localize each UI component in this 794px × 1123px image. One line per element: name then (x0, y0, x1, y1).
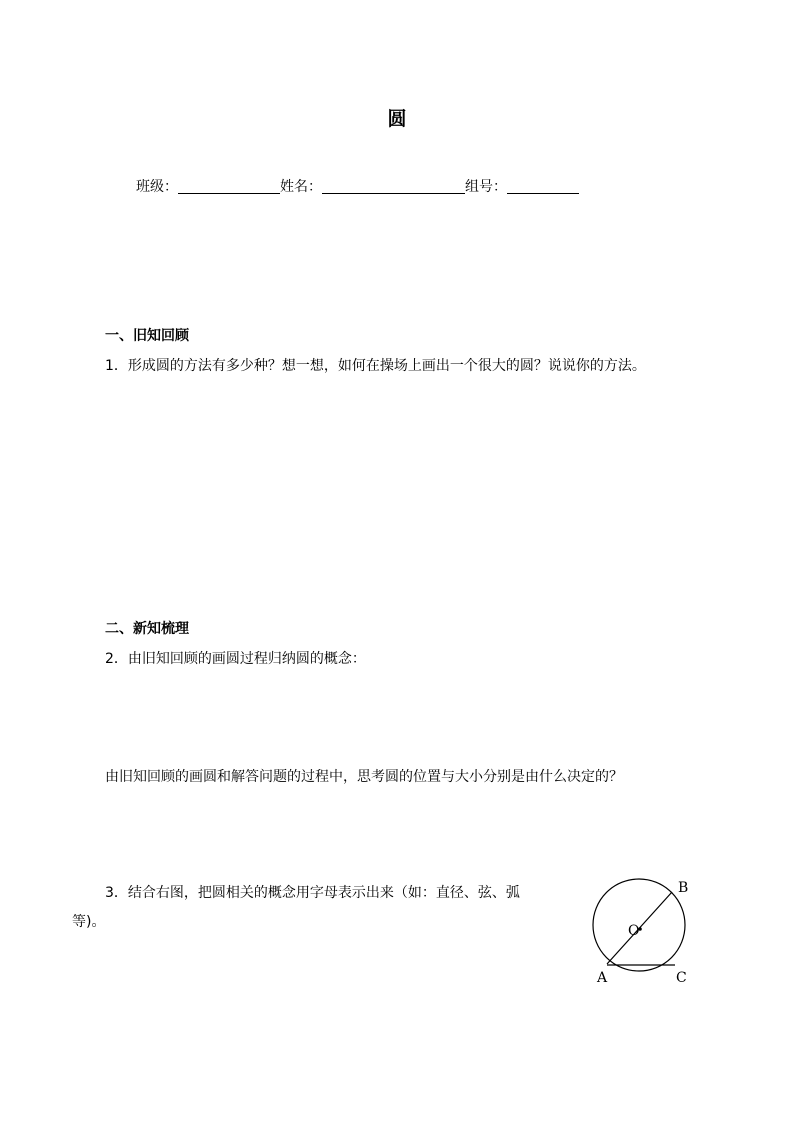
label-a: A (597, 970, 608, 986)
circle-figure (588, 872, 698, 990)
label-b: B (678, 880, 689, 896)
name-blank[interactable] (322, 179, 465, 194)
group-label: 组号： (465, 179, 507, 195)
question-2-followup: 由旧知回顾的画圆和解答问题的过程中，思考圆的位置与大小分别是由什么决定的？ (105, 769, 623, 785)
section-new-heading: 二、新知梳理 (105, 621, 189, 637)
student-info-row (136, 176, 579, 196)
label-o: O (628, 923, 640, 939)
label-c: C (676, 970, 687, 986)
class-label: 班级： (136, 179, 178, 195)
question-1: 1．形成圆的方法有多少种？想一想，如何在操场上画出一个很大的圆？说说你的方法。 (105, 358, 646, 374)
question-3-line2: 等)。 (72, 914, 106, 930)
page-title: 圆 (387, 108, 407, 130)
class-blank[interactable] (178, 179, 280, 194)
section-review-heading: 一、旧知回顾 (105, 328, 189, 344)
question-2: 2．由旧知回顾的画圆过程归纳圆的概念： (105, 651, 366, 667)
name-label: 姓名： (280, 179, 322, 195)
group-blank[interactable] (507, 179, 579, 194)
question-3-line1: 3．结合右图，把圆相关的概念用字母表示出来（如：直径、弦、弧 (105, 885, 520, 901)
